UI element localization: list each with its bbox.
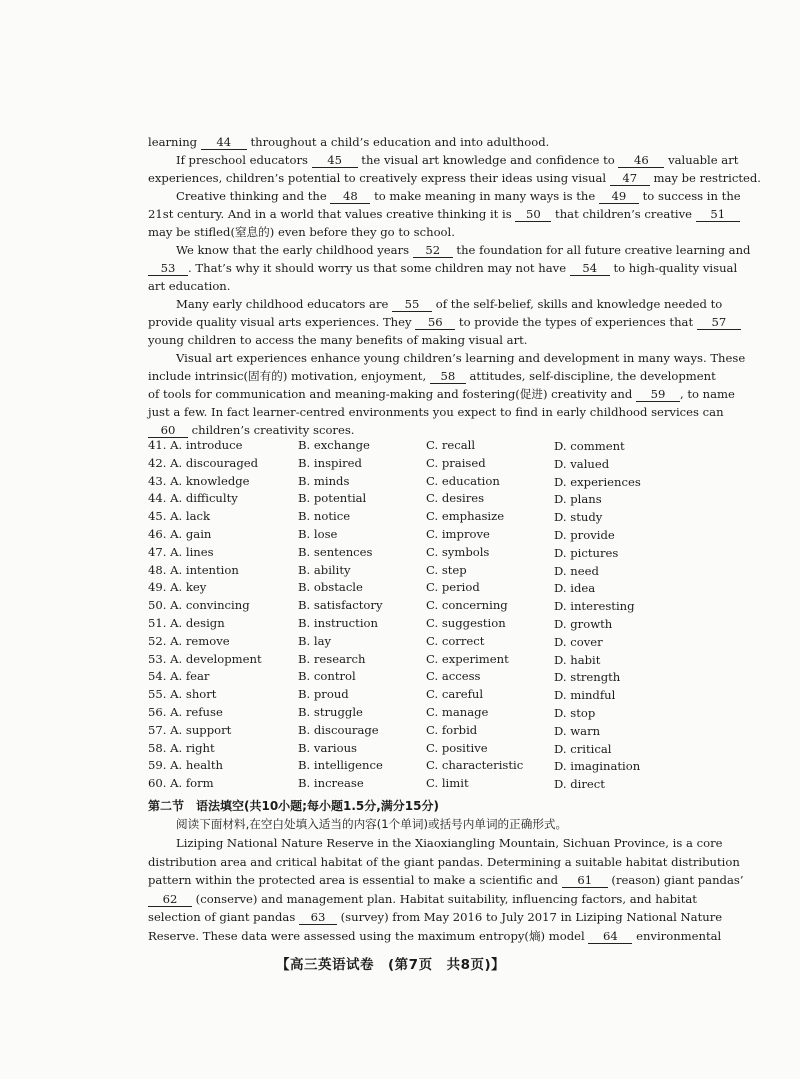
text: (conserve) and management plan. Habitat suitability, influencing factors, and habitat bbox=[192, 891, 697, 906]
option-choice: C. limit bbox=[426, 776, 469, 791]
text: If preschool educators bbox=[176, 153, 312, 167]
text: throughout a child’s education and into adulthood. bbox=[246, 135, 550, 149]
option-choice: 55. A. short bbox=[148, 687, 217, 702]
option-choice: B. research bbox=[298, 651, 366, 666]
option-row bbox=[148, 598, 708, 616]
option-row bbox=[148, 758, 708, 776]
option-choice: D. plans bbox=[554, 492, 602, 507]
text: provide quality visual arts experiences. They bbox=[148, 315, 416, 329]
text: to provide the types of experiences that bbox=[455, 315, 697, 329]
option-choice: D. idea bbox=[554, 581, 596, 596]
blank-53: 53 bbox=[148, 261, 188, 276]
passage-line bbox=[148, 259, 738, 277]
option-choice: D. habit bbox=[554, 652, 601, 667]
text: . That’s why it should worry us that some children may not have bbox=[188, 261, 570, 275]
option-choice: D. study bbox=[554, 510, 603, 525]
passage-line bbox=[148, 871, 744, 890]
blank-56: 56 bbox=[415, 315, 455, 330]
option-choice: B. discourage bbox=[298, 722, 379, 737]
text: include intrinsic(固有的) motivation, enjoyment, bbox=[148, 369, 430, 383]
option-choice: 54. A. fear bbox=[148, 669, 210, 684]
passage-line: art education. bbox=[148, 279, 231, 293]
passage-line bbox=[148, 890, 697, 909]
text: environmental bbox=[632, 928, 722, 943]
option-choice: B. various bbox=[298, 740, 357, 755]
passage-line bbox=[148, 133, 680, 151]
blank-62: 62 bbox=[148, 892, 192, 907]
section-instruction: 阅读下面材料,在空白处填入适当的内容(1个单词)或括号内单词的正确形式。 bbox=[176, 817, 568, 831]
option-choice: D. need bbox=[554, 563, 599, 578]
blank-55: 55 bbox=[392, 297, 432, 312]
option-choice: 45. A. lack bbox=[148, 509, 211, 524]
option-choice: 57. A. support bbox=[148, 722, 232, 737]
blank-58: 58 bbox=[430, 369, 466, 384]
option-choice: 53. A. development bbox=[148, 651, 262, 666]
option-choice: B. lose bbox=[298, 526, 338, 541]
text: (survey) from May 2016 to July 2017 in Liziping National Nature bbox=[336, 910, 723, 924]
option-row bbox=[148, 438, 708, 456]
option-row bbox=[148, 705, 708, 723]
option-choice: D. provide bbox=[554, 527, 615, 542]
option-choice: C. recall bbox=[426, 438, 476, 452]
option-row bbox=[148, 563, 708, 581]
option-row bbox=[148, 652, 708, 670]
option-row bbox=[148, 616, 708, 634]
passage-line: Visual art experiences enhance young children’s learning and development in many ways. These bbox=[176, 351, 746, 365]
option-choice: C. correct bbox=[426, 633, 485, 648]
blank-59: 59 bbox=[636, 387, 680, 402]
text: the foundation for all future creative learning and bbox=[452, 243, 751, 257]
option-choice: 48. A. intention bbox=[148, 562, 239, 577]
text: of the self-belief, skills and knowledge needed to bbox=[432, 297, 723, 311]
option-row bbox=[148, 687, 708, 705]
passage-line bbox=[148, 205, 726, 223]
option-choice: B. notice bbox=[298, 509, 351, 524]
option-row bbox=[148, 669, 708, 687]
text: Reserve. These data were assessed using the maximum entropy(熵) model bbox=[148, 928, 589, 943]
option-choice: C. period bbox=[426, 580, 480, 595]
text: that children’s creative bbox=[551, 207, 696, 221]
passage-line bbox=[148, 313, 727, 331]
option-choice: C. suggestion bbox=[426, 615, 506, 630]
blank-64: 64 bbox=[588, 929, 632, 944]
option-choice: C. emphasize bbox=[426, 509, 505, 524]
option-choice: 56. A. refuse bbox=[148, 704, 223, 719]
blank-47: 47 bbox=[610, 171, 650, 186]
text: attitudes, self-discipline, the development bbox=[465, 369, 716, 383]
passage-line: just a few. In fact learner-centred environments you expect to find in early childhood services can bbox=[148, 405, 724, 419]
blank-52: 52 bbox=[413, 243, 453, 258]
option-choice: B. satisfactory bbox=[298, 598, 383, 613]
option-choice: D. mindful bbox=[554, 688, 616, 703]
passage-line bbox=[148, 169, 761, 187]
passage-line bbox=[148, 241, 751, 259]
passage-line: may be stifled(窒息的) even before they go to school. bbox=[148, 225, 455, 239]
option-choice: B. intelligence bbox=[298, 758, 383, 773]
blank-49: 49 bbox=[599, 189, 639, 204]
option-choice: C. characteristic bbox=[426, 758, 524, 773]
option-choice: D. critical bbox=[554, 741, 612, 756]
option-choice: D. valued bbox=[554, 456, 610, 471]
passage-line bbox=[148, 187, 741, 205]
option-choice: 49. A. key bbox=[148, 580, 207, 595]
option-choice: C. education bbox=[426, 473, 500, 488]
option-choice: B. lay bbox=[298, 633, 332, 648]
blank-61: 61 bbox=[562, 873, 608, 888]
blank-44: 44 bbox=[201, 135, 247, 150]
option-choice: 51. A. design bbox=[148, 615, 225, 630]
text: to success in the bbox=[638, 189, 741, 203]
text: (reason) giant pandas’ bbox=[607, 873, 744, 887]
text: the visual art knowledge and confidence to bbox=[357, 153, 619, 167]
text: children’s creativity scores. bbox=[188, 423, 355, 437]
text: experiences, children’s potential to creatively express their ideas using visual bbox=[148, 171, 610, 185]
blank-63: 63 bbox=[299, 910, 337, 925]
option-choice: D. stop bbox=[554, 705, 596, 720]
option-choice: 43. A. knowledge bbox=[148, 473, 250, 488]
text: selection of giant pandas bbox=[148, 910, 299, 924]
text: may be restricted. bbox=[649, 171, 761, 185]
option-choice: C. step bbox=[426, 562, 467, 577]
passage-line: young children to access the many benefits of making visual art. bbox=[148, 333, 528, 347]
passage-line bbox=[148, 927, 722, 946]
passage-line bbox=[148, 421, 680, 439]
text: of tools for communication and meaning-making and fostering(促进) creativity and bbox=[148, 387, 636, 401]
option-choice: C. desires bbox=[426, 491, 485, 506]
option-choice: B. potential bbox=[298, 491, 367, 506]
option-choice: C. improve bbox=[426, 526, 490, 541]
option-row bbox=[148, 491, 708, 509]
option-choice: C. positive bbox=[426, 740, 488, 755]
option-row bbox=[148, 474, 708, 492]
option-choice: D. interesting bbox=[554, 599, 635, 614]
option-choice: C. concerning bbox=[426, 598, 508, 613]
option-choice: D. pictures bbox=[554, 545, 619, 560]
option-choice: B. obstacle bbox=[298, 580, 363, 595]
text: learning bbox=[148, 135, 201, 149]
option-choice: 44. A. difficulty bbox=[148, 491, 238, 506]
blank-45: 45 bbox=[312, 153, 358, 168]
option-choice: C. access bbox=[426, 669, 481, 684]
option-choice: B. increase bbox=[298, 776, 364, 791]
option-choice: D. strength bbox=[554, 670, 621, 685]
option-choice: 42. A. discouraged bbox=[148, 455, 259, 470]
text: Many early childhood educators are bbox=[176, 297, 393, 311]
blank-60: 60 bbox=[148, 423, 188, 438]
option-choice: D. warn bbox=[554, 723, 601, 738]
option-choice: 52. A. remove bbox=[148, 633, 230, 648]
option-choice: 58. A. right bbox=[148, 740, 215, 755]
option-choice: B. struggle bbox=[298, 704, 363, 719]
blank-46: 46 bbox=[618, 153, 664, 168]
text: 21st century. And in a world that values creative thinking it is bbox=[148, 207, 516, 221]
option-choice: 41. A. introduce bbox=[148, 438, 243, 452]
option-choice: 50. A. convincing bbox=[148, 598, 250, 613]
option-choice: B. control bbox=[298, 669, 356, 684]
blank-54: 54 bbox=[570, 261, 610, 276]
passage-line bbox=[148, 385, 735, 403]
option-choice: C. praised bbox=[426, 455, 486, 470]
page-footer: 【高三英语试卷 (第7页 共8页)】 bbox=[276, 957, 506, 973]
text: valuable art bbox=[664, 153, 739, 167]
option-choice: D. comment bbox=[554, 439, 625, 453]
text: pattern within the protected area is essential to make a scientific and bbox=[148, 873, 562, 887]
grammar-passage bbox=[148, 834, 744, 945]
option-choice: B. minds bbox=[298, 473, 350, 488]
answer-options-table bbox=[148, 438, 708, 794]
option-choice: C. manage bbox=[426, 704, 489, 719]
option-choice: D. growth bbox=[554, 616, 613, 631]
section-heading: 第二节 语法填空(共10小题;每小题1.5分,满分15分) bbox=[148, 799, 439, 813]
blank-50: 50 bbox=[515, 207, 551, 222]
option-row bbox=[148, 580, 708, 598]
option-choice: B. instruction bbox=[298, 615, 378, 630]
option-choice: C. experiment bbox=[426, 651, 509, 666]
option-row bbox=[148, 545, 708, 563]
option-choice: B. exchange bbox=[298, 438, 370, 452]
option-choice: C. symbols bbox=[426, 544, 490, 559]
option-choice: 60. A. form bbox=[148, 776, 214, 791]
option-choice: 47. A. lines bbox=[148, 544, 214, 559]
option-choice: D. cover bbox=[554, 634, 603, 649]
option-choice: D. imagination bbox=[554, 759, 641, 774]
option-row bbox=[148, 509, 708, 527]
option-choice: B. proud bbox=[298, 687, 349, 702]
option-choice: C. careful bbox=[426, 687, 484, 702]
option-choice: B. sentences bbox=[298, 544, 373, 559]
option-row bbox=[148, 741, 708, 759]
cloze-passage bbox=[148, 133, 761, 439]
passage-line: distribution area and critical habitat of the giant pandas. Determining a suitable habitat distribution bbox=[148, 854, 740, 869]
passage-line bbox=[148, 367, 716, 385]
option-row bbox=[148, 634, 708, 652]
passage-line bbox=[148, 295, 723, 313]
blank-48: 48 bbox=[330, 189, 370, 204]
passage-line bbox=[148, 908, 723, 927]
option-choice: B. inspired bbox=[298, 455, 362, 470]
text: to high-quality visual bbox=[609, 261, 738, 275]
text: , to name bbox=[679, 387, 735, 401]
option-choice: C. forbid bbox=[426, 722, 478, 737]
option-choice: D. direct bbox=[554, 777, 605, 792]
option-row bbox=[148, 527, 708, 545]
option-choice: 59. A. health bbox=[148, 758, 223, 773]
blank-51: 51 bbox=[696, 207, 740, 222]
option-choice: B. ability bbox=[298, 562, 351, 577]
text: We know that the early childhood years bbox=[176, 243, 413, 257]
passage-line: Liziping National Nature Reserve in the Xiaoxiangling Mountain, Sichuan Province, is a core bbox=[176, 836, 723, 850]
text: to make meaning in many ways is the bbox=[370, 189, 599, 203]
text: Creative thinking and the bbox=[176, 189, 331, 203]
passage-line bbox=[148, 151, 739, 169]
option-choice: 46. A. gain bbox=[148, 526, 212, 541]
option-choice: D. experiences bbox=[554, 474, 641, 489]
option-row bbox=[148, 776, 708, 794]
option-row bbox=[148, 723, 708, 741]
blank-57: 57 bbox=[697, 315, 741, 330]
option-row bbox=[148, 456, 708, 474]
